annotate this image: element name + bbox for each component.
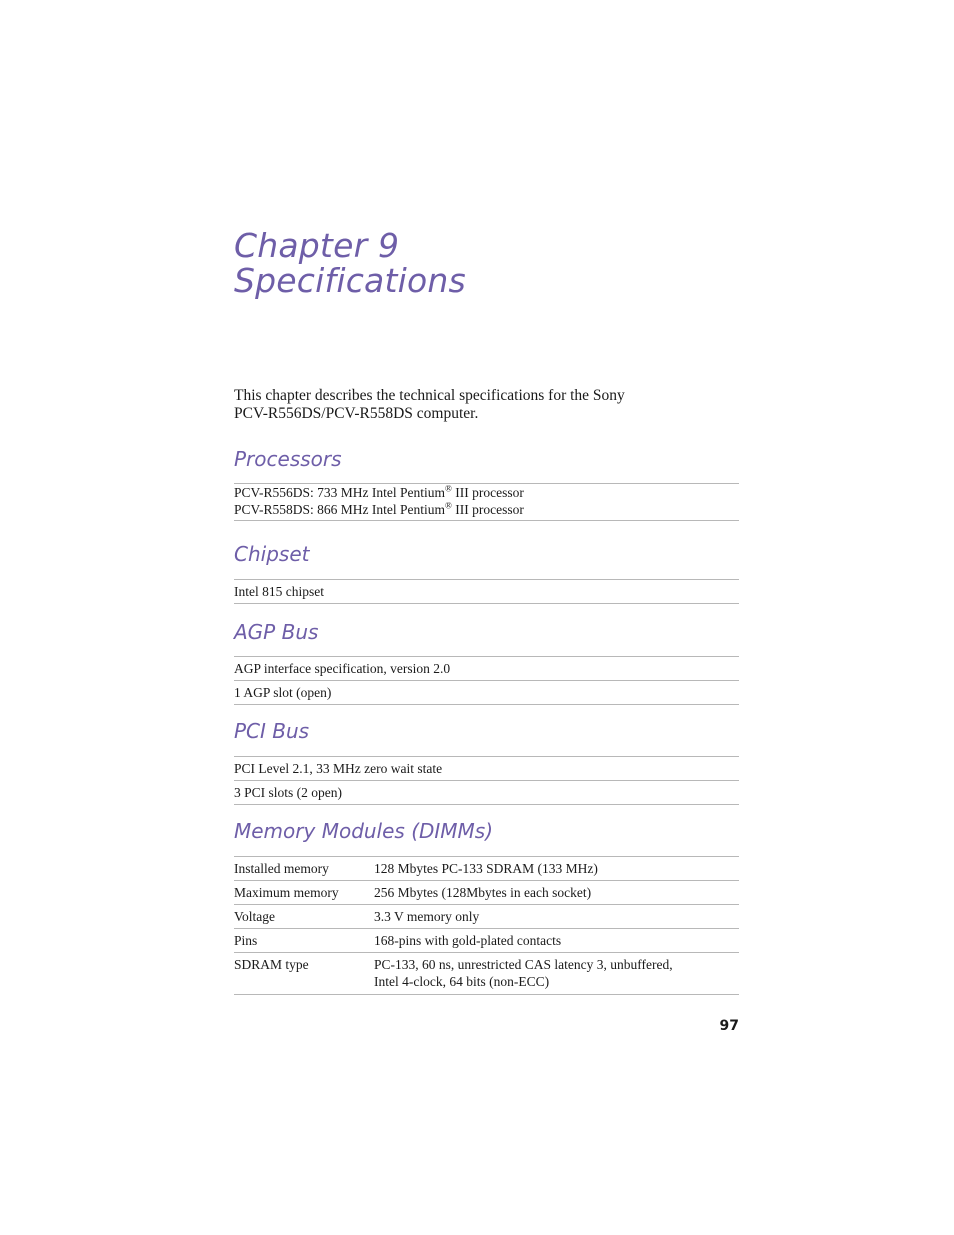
intro-paragraph bbox=[234, 387, 739, 423]
page-number: 97 bbox=[719, 1018, 739, 1034]
spec-row: 1 AGP slot (open) bbox=[234, 681, 739, 705]
section-heading-pci-bus: PCI Bus bbox=[234, 719, 310, 743]
processors-spec-table bbox=[234, 483, 739, 521]
spec-row: PCI Level 2.1, 33 MHz zero wait state bbox=[234, 757, 739, 781]
row-label: Maximum memory bbox=[234, 885, 339, 900]
registered-mark: ® bbox=[445, 500, 452, 511]
spec-line bbox=[234, 484, 739, 501]
spec-row: Intel 815 chipset bbox=[234, 580, 739, 604]
chipset-spec-table bbox=[234, 579, 739, 604]
intro-line: This chapter describes the technical specifications for the Sony bbox=[234, 387, 625, 404]
table-row bbox=[234, 857, 739, 881]
row-label: Pins bbox=[234, 933, 258, 948]
section-heading-processors: Processors bbox=[234, 447, 342, 471]
spec-row: AGP interface specification, version 2.0 bbox=[234, 657, 739, 681]
spec-line bbox=[234, 501, 739, 518]
row-value: 168-pins with gold-plated contacts bbox=[374, 933, 562, 948]
row-label: Voltage bbox=[234, 909, 275, 924]
spec-text: III processor bbox=[451, 485, 524, 500]
section-heading-agp-bus: AGP Bus bbox=[234, 620, 319, 644]
row-value bbox=[374, 956, 739, 990]
spec-row bbox=[234, 484, 739, 521]
table-row bbox=[234, 929, 739, 953]
table-row bbox=[234, 881, 739, 905]
table-row bbox=[234, 953, 739, 995]
intro-line: PCV-R556DS/PCV-R558DS computer. bbox=[234, 405, 479, 422]
memory-spec-table bbox=[234, 856, 739, 995]
chapter-name: Specifications bbox=[234, 261, 466, 300]
row-value: 3.3 V memory only bbox=[374, 909, 480, 924]
section-heading-memory-modules: Memory Modules (DIMMs) bbox=[234, 819, 494, 843]
table-row bbox=[234, 905, 739, 929]
pci-spec-table bbox=[234, 756, 739, 805]
spec-row: 3 PCI slots (2 open) bbox=[234, 781, 739, 805]
row-value: 128 Mbytes PC-133 SDRAM (133 MHz) bbox=[374, 861, 598, 876]
spec-text: III processor bbox=[451, 502, 524, 517]
spec-text: PCV-R556DS: 733 MHz Intel Pentium bbox=[234, 485, 446, 500]
agp-spec-table bbox=[234, 656, 739, 705]
section-heading-chipset: Chipset bbox=[234, 542, 310, 566]
value-line: PC-133, 60 ns, unrestricted CAS latency 3, unbuffered, bbox=[374, 957, 673, 972]
row-label: SDRAM type bbox=[234, 957, 309, 972]
chapter-number: Chapter 9 bbox=[234, 226, 400, 265]
registered-mark: ® bbox=[445, 483, 452, 494]
row-value: 256 Mbytes (128Mbytes in each socket) bbox=[374, 885, 592, 900]
chapter-title bbox=[234, 228, 466, 298]
row-label: Installed memory bbox=[234, 861, 329, 876]
spec-text: PCV-R558DS: 866 MHz Intel Pentium bbox=[234, 502, 446, 517]
value-line: Intel 4-clock, 64 bits (non-ECC) bbox=[374, 974, 550, 989]
